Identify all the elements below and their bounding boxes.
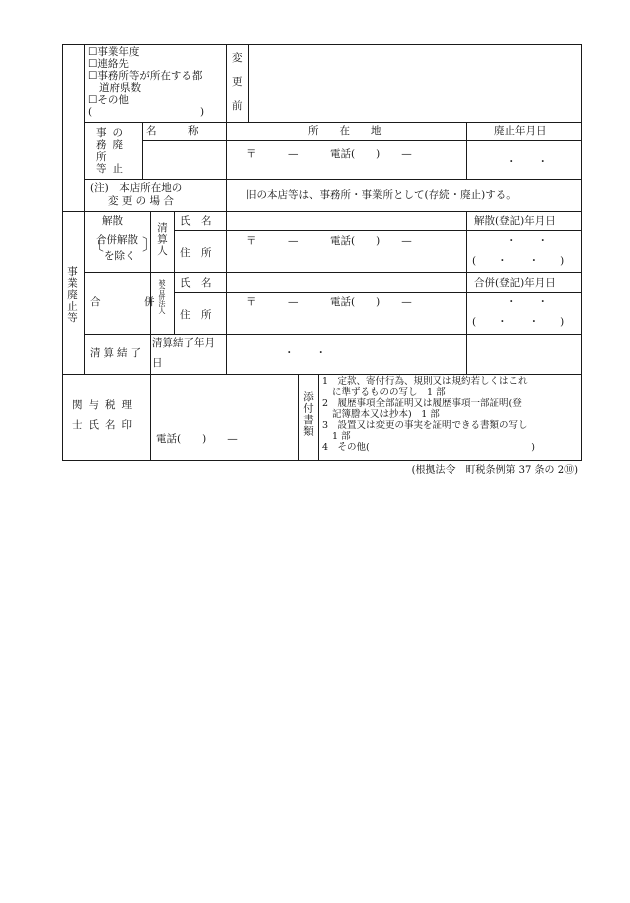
tax-accountant-label: 士氏名印 (72, 419, 138, 431)
dissolution-sub-label: 合併解散 (96, 234, 138, 246)
change-item-prefecture-count-cont: 道府県数 (99, 82, 141, 94)
divider (248, 44, 249, 122)
divider (84, 122, 582, 123)
change-before-label-char: 変 (232, 52, 243, 64)
attachment-item: 4 その他( ) (322, 442, 535, 453)
col-header-name: 名 称 (146, 125, 199, 137)
office-address-phone: 〒 — 電話( ) — (246, 148, 412, 160)
dissolution-name-label: 氏 名 (180, 215, 212, 227)
other-open-paren: ( (88, 106, 93, 118)
dissolution-sub-label: を除く (104, 250, 136, 262)
border-top (62, 44, 582, 45)
divider (150, 334, 151, 374)
merger-date: ・ ・ (506, 296, 548, 308)
border-right (581, 44, 582, 461)
office-closure-date: ・ ・ (506, 156, 548, 168)
divider (150, 374, 151, 461)
attachment-item: 記簿謄本又は抄本) 1 部 (332, 409, 440, 420)
divider (142, 140, 582, 141)
note-label: 変 更 の 場 合 (108, 195, 174, 207)
dissolution-date-header: 解散(登記)年月日 (474, 215, 556, 227)
office-closure-label: 等止 (96, 163, 129, 175)
divider (298, 374, 299, 461)
change-item-fiscal-year: ☐事業年度 (88, 46, 140, 58)
note-label: (注) 本店所在地の (90, 182, 183, 194)
change-item-contact: ☐連絡先 (88, 58, 129, 70)
business-closure-label: 事業廃止等 (66, 266, 78, 324)
merger-name-label: 氏 名 (180, 277, 212, 289)
change-item-other: ☐その他 (88, 94, 129, 106)
attachment-item: 1 定款、寄付行為、規則又は規約若しくはこれ (322, 376, 528, 387)
attachment-item: 3 設置又は変更の事実を証明できる書類の写し (322, 420, 528, 431)
other-close-paren: ) (200, 106, 205, 118)
tax-accountant-label: 関与税理 (72, 399, 138, 411)
divider (226, 122, 227, 179)
divider (84, 272, 582, 273)
notification-form-table (62, 44, 582, 461)
divider (142, 122, 143, 179)
divider (84, 44, 85, 211)
merger-address-label: 住 所 (180, 309, 212, 321)
divider (174, 230, 582, 231)
dissolution-label: 解散 (102, 215, 123, 227)
merger-date-alt: ( ・ ・ ) (472, 316, 565, 328)
divider (174, 292, 582, 293)
dissolution-address-phone: 〒 — 電話( ) — (246, 235, 412, 247)
legal-basis-footer: (根拠法令 町税条例第 37 条の 2⑩) (411, 465, 578, 476)
divider (466, 122, 467, 179)
dissolution-date: ・ ・ (506, 235, 548, 247)
attachments-label: 添付書類 (302, 391, 314, 437)
liquidation-date: ・ ・ (284, 347, 326, 359)
divider (84, 211, 85, 374)
change-before-label-char: 前 (232, 100, 243, 112)
bracket-left: 〔 (88, 235, 105, 254)
dissolution-address-label: 住 所 (180, 247, 212, 259)
divider (84, 334, 582, 335)
dissolution-date-alt: ( ・ ・ ) (472, 255, 565, 267)
change-before-label-char: 更 (232, 76, 243, 88)
merger-address-phone: 〒 — 電話( ) — (246, 296, 412, 308)
border-left (62, 44, 63, 461)
divider (226, 334, 227, 374)
merger-label: 合 併 (90, 296, 158, 308)
attachment-item: 2 履歴事項全部証明又は履歴事項一部証明(登 (322, 398, 522, 409)
merger-date-header: 合併(登記)年月日 (474, 277, 556, 289)
col-header-address: 所 在 地 (308, 125, 382, 137)
divider (62, 374, 582, 375)
liquidator-label: 清算人 (156, 222, 168, 257)
divider (226, 44, 227, 122)
attachment-item: 1 部 (332, 431, 351, 442)
liquidation-date-label: 清算結了年月 (152, 337, 215, 349)
merged-corp-label: 被合併法人 (158, 279, 166, 314)
tax-accountant-phone: 電話( ) — (156, 433, 238, 445)
office-closure-label: 所 (96, 151, 107, 163)
col-header-closure-date: 廃止年月日 (494, 125, 547, 137)
office-closure-label: 事の (96, 127, 129, 139)
liquidation-label: 清算結了 (90, 347, 144, 359)
attachment-item: に準ずるものの写し 1 部 (332, 387, 446, 398)
divider (62, 211, 582, 212)
office-closure-label: 務廃 (96, 139, 129, 151)
change-item-prefecture-count: ☐事務所等が所在する都 (88, 70, 203, 82)
note-text: 旧の本店等は、事務所・事業所として(存続・廃止)する。 (246, 189, 517, 201)
divider (226, 179, 227, 211)
liquidation-date-label: 日 (152, 357, 163, 369)
divider (84, 179, 582, 180)
divider (318, 374, 319, 461)
bracket-right: 〕 (142, 235, 159, 254)
